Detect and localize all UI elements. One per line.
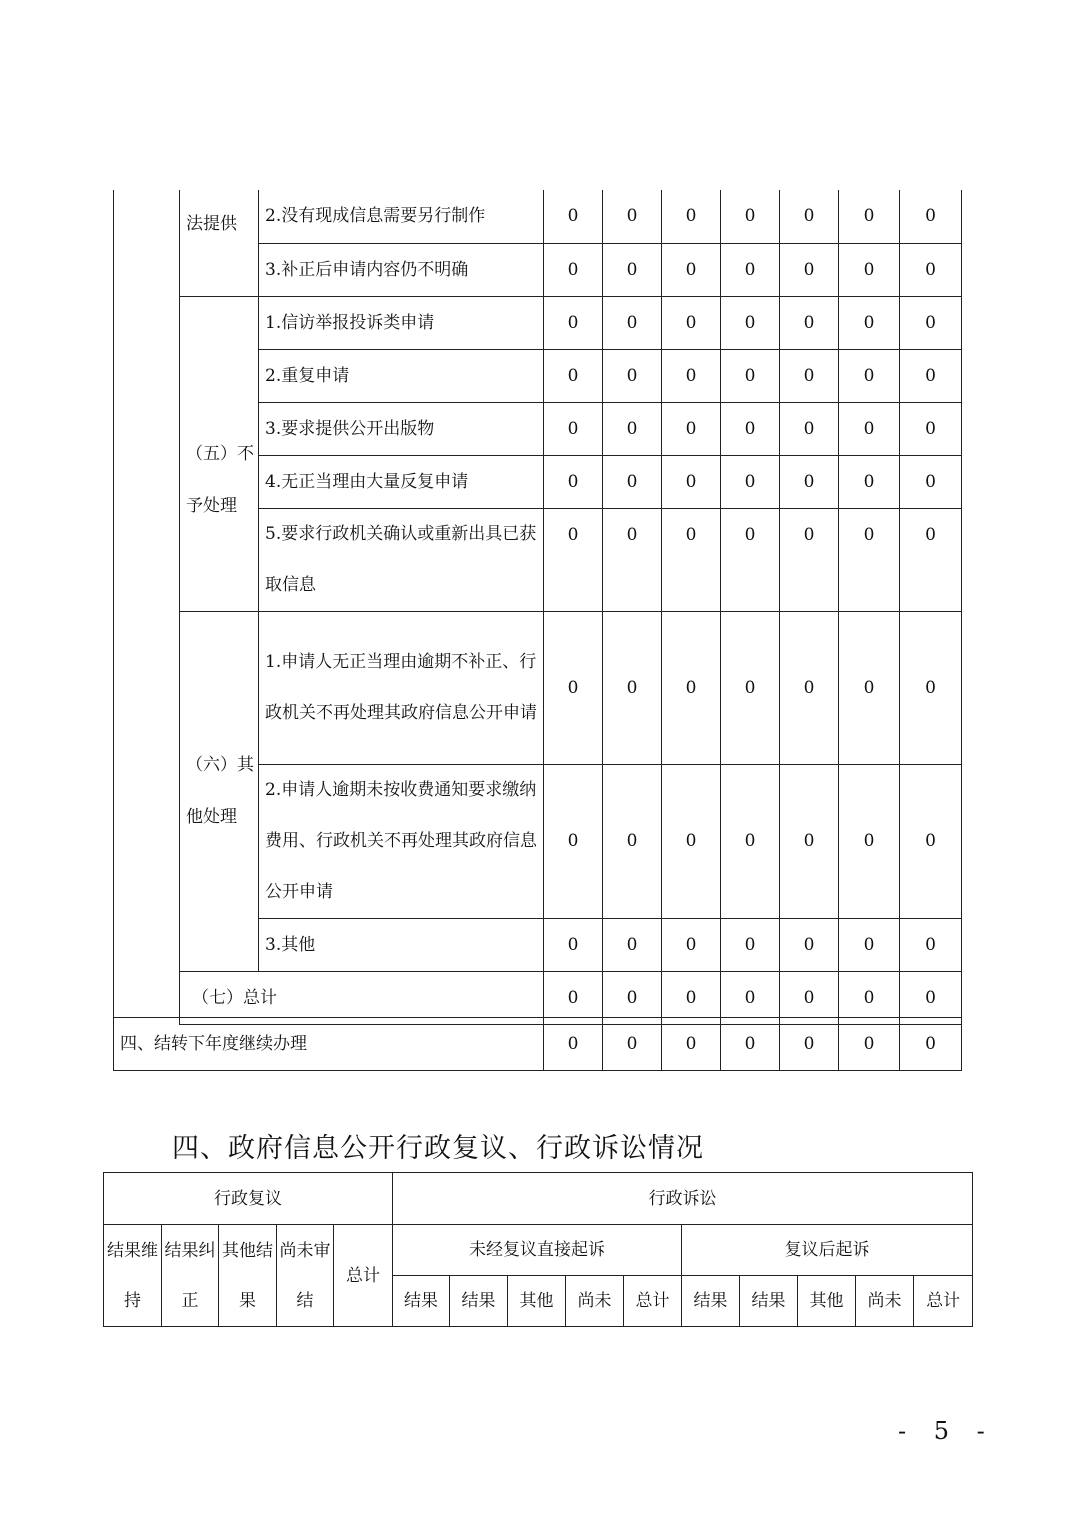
cell-value: 0 [544,918,603,971]
col-direct: 尚未 [566,1276,624,1327]
cell-value: 0 [662,918,721,971]
row-label: 5.要求行政机关确认或重新出具已获取信息 [259,508,544,611]
cell-value: 0 [662,611,721,764]
cell-value: 0 [839,508,900,611]
col-review-total: 总计 [334,1225,393,1327]
cell-value: 0 [721,243,780,296]
group-other-processing [180,611,259,971]
row-label: 4.无正当理由大量反复申请 [259,455,544,508]
cell-value: 0 [780,971,839,1024]
outer-category-cell [114,190,180,1024]
group-not-processed [180,296,259,611]
page-number: - 5 - [898,1417,995,1445]
col-direct: 结果 [450,1276,508,1327]
cell-value: 0 [780,508,839,611]
cell-value: 0 [544,190,603,243]
carry-over-table [113,1017,962,1071]
cell-value: 0 [662,402,721,455]
col-direct: 总计 [624,1276,682,1327]
cell-value: 0 [721,455,780,508]
group-label: （六）其他处理 [186,755,254,827]
cell-value: 0 [544,508,603,611]
cell-value: 0 [900,611,962,764]
cell-value: 0 [839,971,900,1024]
cell-value: 0 [544,611,603,764]
cell-value: 0 [721,918,780,971]
cell-value: 0 [839,190,900,243]
col-direct: 其他 [508,1276,566,1327]
section-heading: 四、政府信息公开行政复议、行政诉讼情况 [172,1133,704,1164]
cell-value: 0 [780,190,839,243]
cell-value: 0 [603,764,662,918]
row-label: 2.没有现成信息需要另行制作 [259,190,544,243]
col-review-other: 其他结果 [219,1225,277,1327]
total-label: （七）总计 [180,971,544,1024]
cell-value: 0 [662,190,721,243]
group-label: （五）不予处理 [186,443,254,516]
cell-value: 0 [603,1018,662,1071]
cell-value: 0 [544,296,603,349]
cell-value: 0 [662,455,721,508]
cell-value: 0 [900,508,962,611]
cell-value: 0 [780,349,839,402]
cell-value: 0 [544,455,603,508]
cell-value: 0 [900,1018,962,1071]
col-review-pending: 尚未审结 [277,1225,334,1327]
cell-value: 0 [603,296,662,349]
cell-value: 0 [780,243,839,296]
cell-value: 0 [544,764,603,918]
cell-value: 0 [603,190,662,243]
cell-value: 0 [721,402,780,455]
cell-value: 0 [839,296,900,349]
cell-value: 0 [839,349,900,402]
cell-value: 0 [662,764,721,918]
cell-value: 0 [900,455,962,508]
cell-value: 0 [780,1018,839,1071]
cell-value: 0 [544,971,603,1024]
cell-value: 0 [544,243,603,296]
cell-value: 0 [780,402,839,455]
col-after: 尚未 [856,1276,914,1327]
header-review: 行政复议 [104,1173,393,1225]
header-direct-suit: 未经复议直接起诉 [393,1225,682,1276]
row-label: 1.申请人无正当理由逾期不补正、行政机关不再处理其政府信息公开申请 [259,611,544,764]
cell-value: 0 [721,349,780,402]
col-review-correct: 结果纠正 [162,1225,219,1327]
row-label: 3.补正后申请内容仍不明确 [259,243,544,296]
row-label: 3.其他 [259,918,544,971]
cell-value: 0 [603,918,662,971]
carry-over-label: 四、结转下年度继续办理 [114,1018,544,1071]
cell-value: 0 [780,611,839,764]
cell-value: 0 [900,971,962,1024]
cell-value: 0 [603,349,662,402]
review-litigation-table [103,1172,973,1327]
col-review-maintain: 结果维持 [104,1225,162,1327]
cell-value: 0 [721,1018,780,1071]
header-litigation: 行政诉讼 [393,1173,973,1225]
cell-value: 0 [900,918,962,971]
cell-value: 0 [900,243,962,296]
col-direct: 结果 [393,1276,450,1327]
row-label: 1.信访举报投诉类申请 [259,296,544,349]
application-handling-table [113,190,962,1024]
cell-value: 0 [662,508,721,611]
cell-value: 0 [721,190,780,243]
cell-value: 0 [839,1018,900,1071]
cell-value: 0 [900,764,962,918]
cell-value: 0 [544,402,603,455]
col-after: 其他 [798,1276,856,1327]
cell-value: 0 [839,243,900,296]
cell-value: 0 [721,611,780,764]
cell-value: 0 [544,1018,603,1071]
cell-value: 0 [780,455,839,508]
group-cannot-provide: 法提供 [180,190,259,296]
col-after: 结果 [682,1276,740,1327]
cell-value: 0 [721,764,780,918]
cell-value: 0 [662,296,721,349]
cell-value: 0 [780,296,839,349]
row-label: 3.要求提供公开出版物 [259,402,544,455]
col-after: 总计 [914,1276,973,1327]
cell-value: 0 [603,611,662,764]
cell-value: 0 [900,190,962,243]
cell-value: 0 [839,455,900,508]
cell-value: 0 [721,971,780,1024]
cell-value: 0 [603,508,662,611]
cell-value: 0 [721,296,780,349]
col-after: 结果 [740,1276,798,1327]
cell-value: 0 [721,508,780,611]
cell-value: 0 [839,611,900,764]
cell-value: 0 [780,764,839,918]
cell-value: 0 [603,243,662,296]
cell-value: 0 [662,243,721,296]
cell-value: 0 [603,971,662,1024]
cell-value: 0 [662,349,721,402]
cell-value: 0 [662,1018,721,1071]
cell-value: 0 [839,764,900,918]
cell-value: 0 [900,296,962,349]
cell-value: 0 [544,349,603,402]
cell-value: 0 [839,402,900,455]
cell-value: 0 [900,349,962,402]
row-label: 2.重复申请 [259,349,544,402]
cell-value: 0 [839,918,900,971]
cell-value: 0 [603,402,662,455]
cell-value: 0 [900,402,962,455]
cell-value: 0 [603,455,662,508]
row-label: 2.申请人逾期未按收费通知要求缴纳费用、行政机关不再处理其政府信息公开申请 [259,764,544,918]
cell-value: 0 [780,918,839,971]
header-after-review-suit: 复议后起诉 [682,1225,973,1276]
cell-value: 0 [662,971,721,1024]
